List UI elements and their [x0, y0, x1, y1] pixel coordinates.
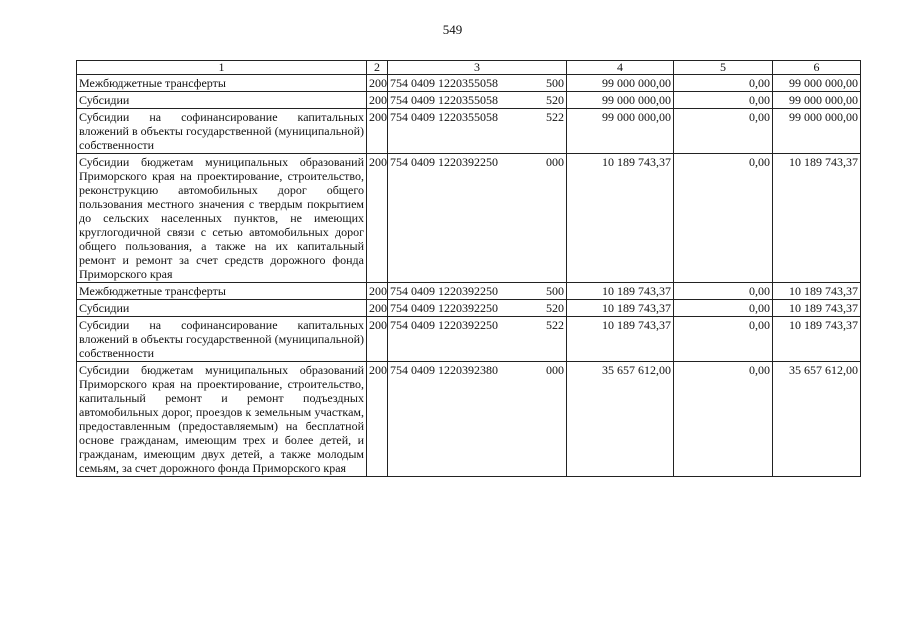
row-code-200: 200 [367, 75, 388, 92]
row-amount-col4: 99 000 000,00 [567, 92, 674, 109]
row-code-200: 200 [367, 362, 388, 477]
header-col-2: 2 [367, 61, 388, 75]
table-row [77, 283, 861, 300]
row-amount-col4: 10 189 743,37 [567, 154, 674, 283]
row-code-200: 200 [367, 300, 388, 317]
classification-code: 754 0409 1220392250 [390, 301, 498, 315]
expense-type-code: 522 [546, 318, 564, 332]
expense-type-code: 500 [546, 76, 564, 90]
row-code-200: 200 [367, 283, 388, 300]
row-classification [388, 109, 567, 154]
row-classification [388, 317, 567, 362]
row-classification [388, 300, 567, 317]
row-name: Субсидии бюджетам муниципальных образований Приморского края на проектирование, строительство, реконструкцию автомобильных дорог общего пользования местного значения с твердым покрытием до сельских населенных пунктов, не имеющих круглогодичной связи с сетью автомобильных дорог общего пользования, а также на их капитальный ремонт и ремонт за счет средств дорожного фонда Приморского края [77, 154, 367, 283]
classification-code: 754 0409 1220392250 [390, 284, 498, 298]
row-name: Субсидии [77, 92, 367, 109]
row-name: Субсидии на софинансирование капитальных вложений в объекты государственной (муниципальной) собственности [77, 109, 367, 154]
row-amount-col5: 0,00 [674, 154, 773, 283]
row-amount-col6: 10 189 743,37 [773, 154, 861, 283]
expense-type-code: 520 [546, 301, 564, 315]
row-amount-col5: 0,00 [674, 317, 773, 362]
row-amount-col4: 10 189 743,37 [567, 317, 674, 362]
row-name: Межбюджетные трансферты [77, 75, 367, 92]
row-classification [388, 362, 567, 477]
row-name: Субсидии [77, 300, 367, 317]
expense-type-code: 000 [546, 155, 564, 169]
row-amount-col4: 99 000 000,00 [567, 109, 674, 154]
classification-code: 754 0409 1220355058 [390, 76, 498, 90]
row-amount-col5: 0,00 [674, 300, 773, 317]
row-code-200: 200 [367, 109, 388, 154]
header-col-6: 6 [773, 61, 861, 75]
classification-code: 754 0409 1220392380 [390, 363, 498, 377]
row-name: Субсидии на софинансирование капитальных вложений в объекты государственной (муниципальной) собственности [77, 317, 367, 362]
row-amount-col6: 99 000 000,00 [773, 109, 861, 154]
header-col-5: 5 [674, 61, 773, 75]
header-col-3: 3 [388, 61, 567, 75]
expense-type-code: 500 [546, 284, 564, 298]
row-amount-col4: 10 189 743,37 [567, 300, 674, 317]
header-col-4: 4 [567, 61, 674, 75]
header-row [77, 61, 861, 75]
page-number: 549 [442, 22, 463, 37]
row-code-200: 200 [367, 92, 388, 109]
row-amount-col6: 99 000 000,00 [773, 92, 861, 109]
row-classification [388, 283, 567, 300]
table-row [77, 92, 861, 109]
table-row [77, 300, 861, 317]
header-col-1: 1 [77, 61, 367, 75]
expense-type-code: 520 [546, 93, 564, 107]
classification-code: 754 0409 1220355058 [390, 110, 498, 124]
table-row [77, 317, 861, 362]
row-code-200: 200 [367, 154, 388, 283]
row-amount-col6: 10 189 743,37 [773, 283, 861, 300]
row-amount-col6: 35 657 612,00 [773, 362, 861, 477]
budget-table [76, 60, 861, 477]
table-row [77, 75, 861, 92]
row-amount-col6: 10 189 743,37 [773, 300, 861, 317]
row-amount-col4: 10 189 743,37 [567, 283, 674, 300]
row-amount-col5: 0,00 [674, 92, 773, 109]
row-amount-col5: 0,00 [674, 283, 773, 300]
row-amount-col5: 0,00 [674, 362, 773, 477]
table-row [77, 154, 861, 283]
row-amount-col5: 0,00 [674, 75, 773, 92]
expense-type-code: 000 [546, 363, 564, 377]
row-amount-col6: 10 189 743,37 [773, 317, 861, 362]
row-amount-col4: 35 657 612,00 [567, 362, 674, 477]
classification-code: 754 0409 1220392250 [390, 155, 498, 169]
row-name: Субсидии бюджетам муниципальных образований Приморского края на проектирование, строительство, капитальный ремонт и ремонт подъездных автомобильных дорог, проездов к земельным участкам, предоставленным (предоставляемым) на бесплатной основе гражданам, имеющим трех и более детей, и гражданам, имеющим двух детей, а также молодым семьям, за счет дорожного фонда Приморского края [77, 362, 367, 477]
row-classification [388, 75, 567, 92]
row-amount-col5: 0,00 [674, 109, 773, 154]
row-code-200: 200 [367, 317, 388, 362]
row-classification [388, 92, 567, 109]
table-row [77, 109, 861, 154]
row-name: Межбюджетные трансферты [77, 283, 367, 300]
classification-code: 754 0409 1220392250 [390, 318, 498, 332]
row-amount-col4: 99 000 000,00 [567, 75, 674, 92]
row-classification [388, 154, 567, 283]
classification-code: 754 0409 1220355058 [390, 93, 498, 107]
row-amount-col6: 99 000 000,00 [773, 75, 861, 92]
expense-type-code: 522 [546, 110, 564, 124]
table-row [77, 362, 861, 477]
